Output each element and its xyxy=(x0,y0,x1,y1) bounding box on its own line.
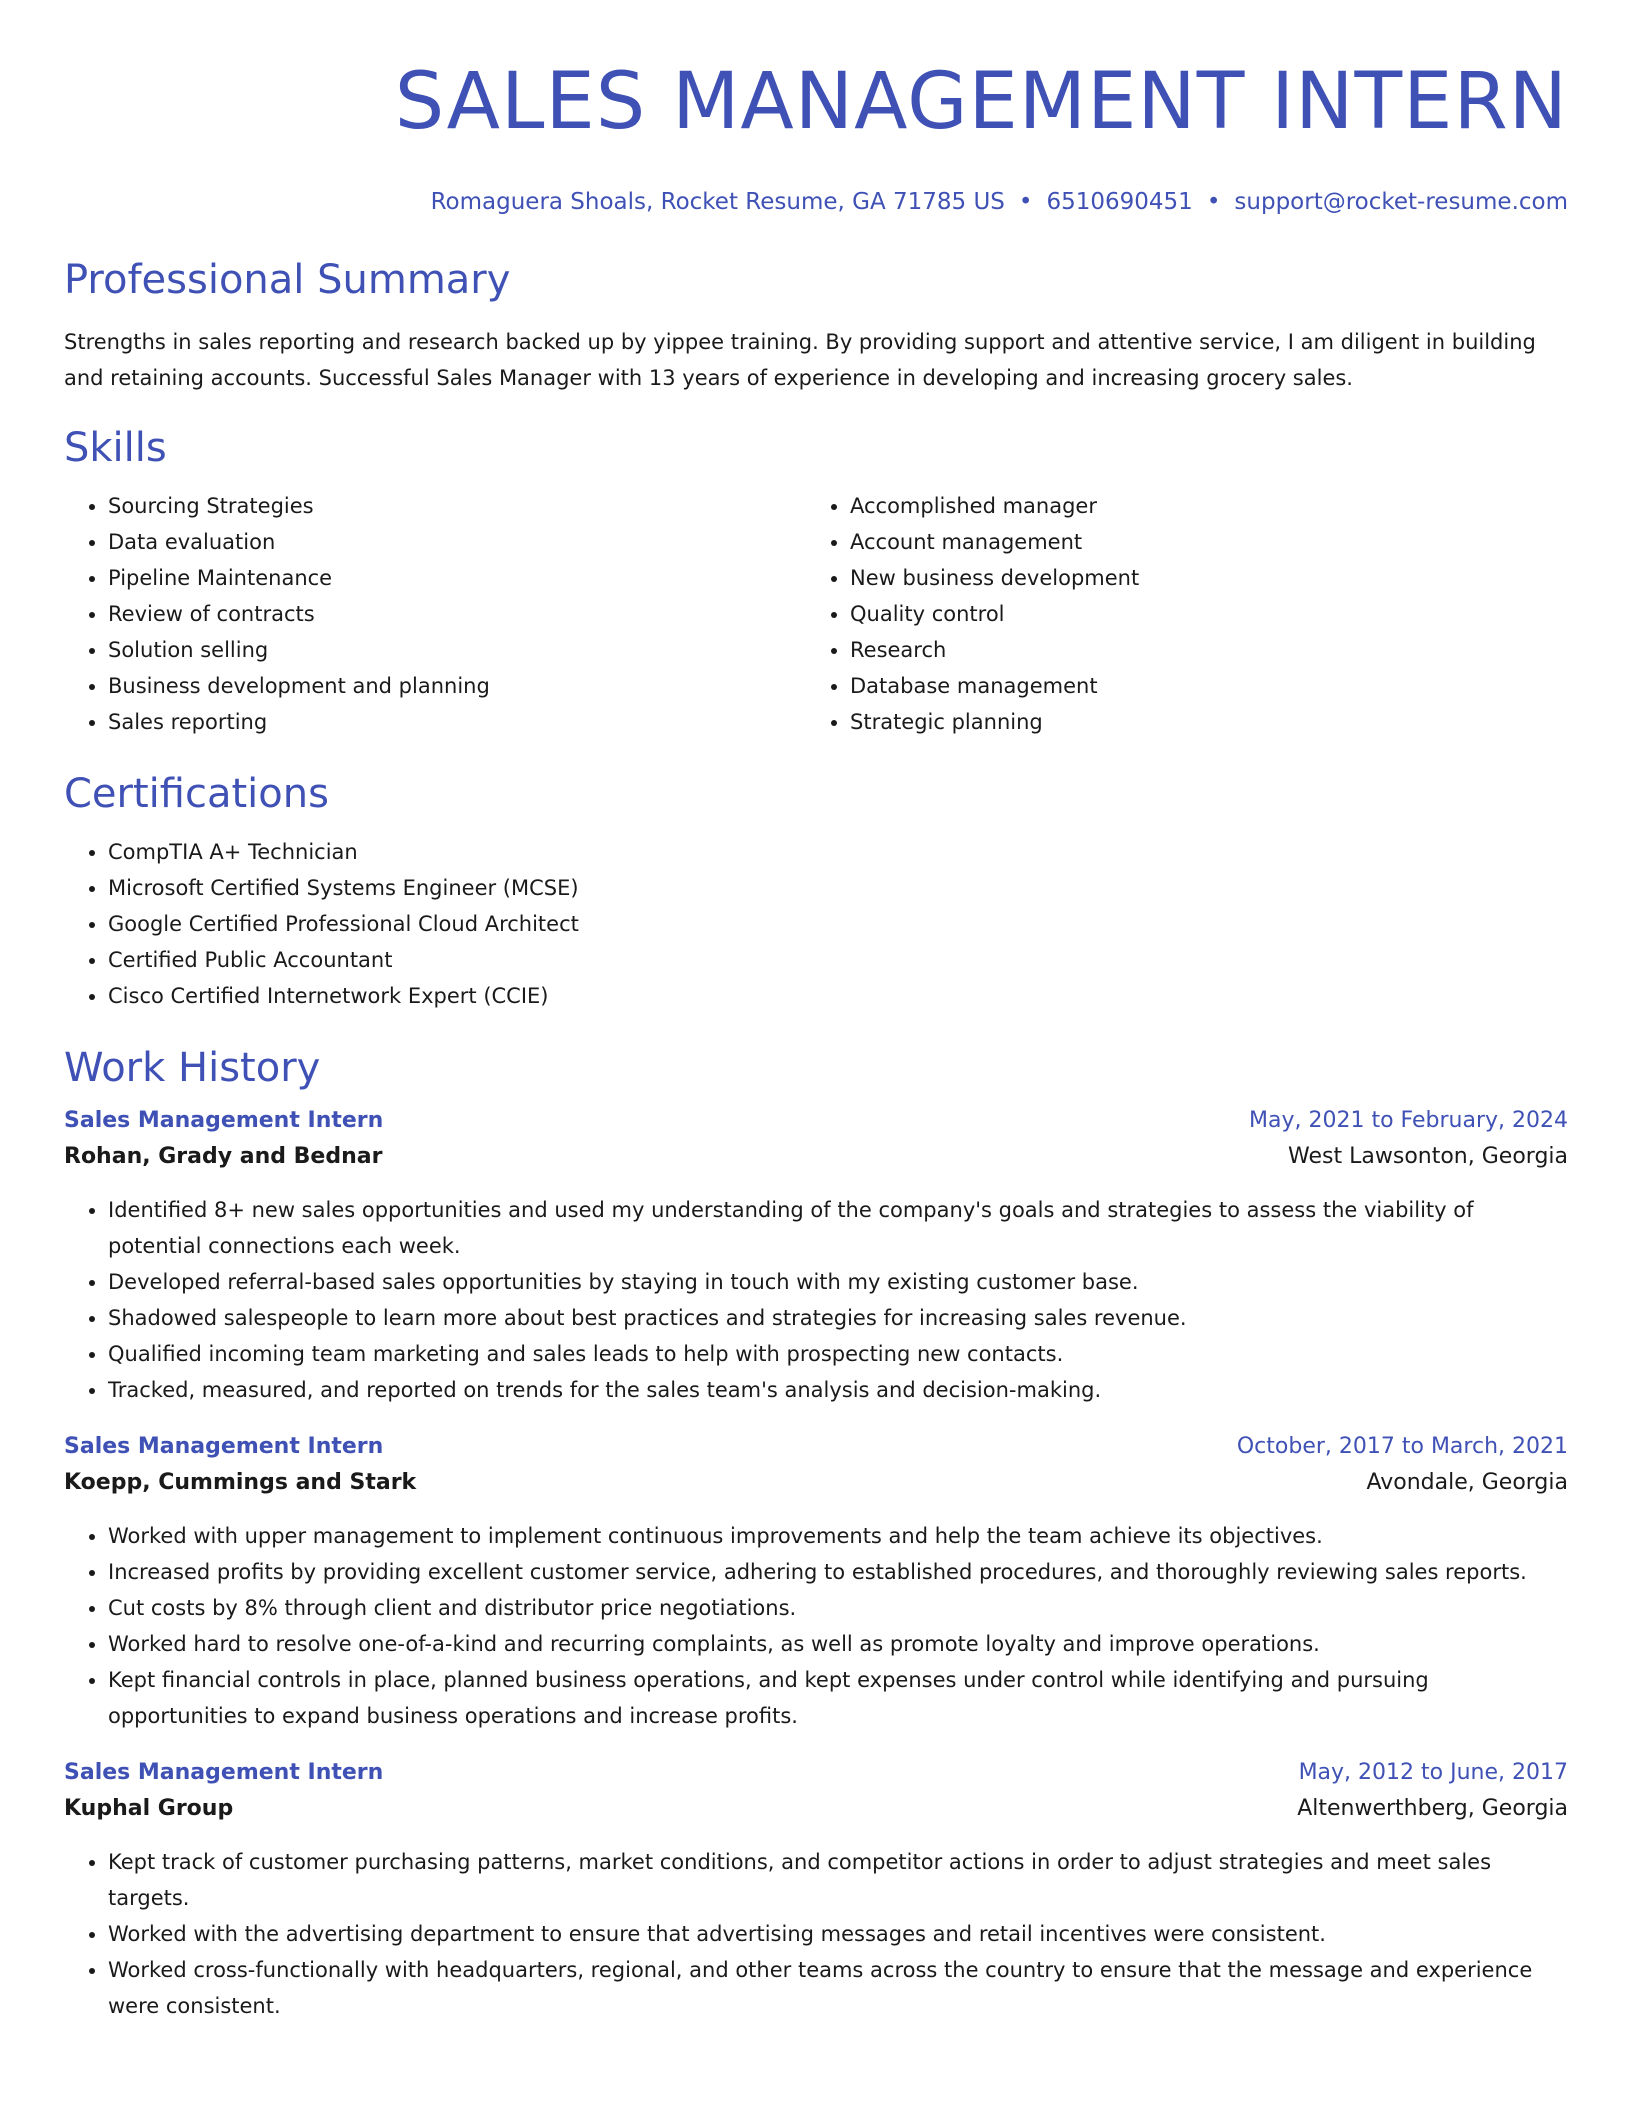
job-location: Avondale, Georgia xyxy=(1366,1470,1568,1495)
job-bullet: • Worked cross-functionally with headquarters, regional, and other teams across the country to ensure that the message and experience were consistent. xyxy=(108,1952,1568,2024)
summary-heading: Professional Summary xyxy=(64,257,511,303)
job-company: Kuphal Group xyxy=(64,1796,234,1821)
job-bullets xyxy=(64,1518,1568,1734)
skills-heading: Skills xyxy=(64,425,167,471)
summary-section xyxy=(64,256,1568,396)
certification-item: • CompTIA A+ Technician xyxy=(108,834,1568,870)
job-dates: May, 2021 to February, 2024 xyxy=(1249,1108,1568,1133)
job-title: Sales Management Intern xyxy=(64,1760,384,1785)
job-header-row xyxy=(64,1760,1568,1796)
job-location: Altenwerthberg, Georgia xyxy=(1297,1796,1568,1821)
resume-title: SALES MANAGEMENT INTERN xyxy=(394,57,1568,147)
skill-item: • Solution selling xyxy=(108,632,806,668)
job-bullet: • Identified 8+ new sales opportunities and used my understanding of the company's goals and strategies to assess the viability of potential connections each week. xyxy=(108,1192,1568,1264)
job-bullet: • Kept track of customer purchasing patterns, market conditions, and competitor actions in order to adjust strategies and meet sales targets. xyxy=(108,1844,1568,1916)
job-entry xyxy=(64,1760,1568,2024)
skills-column-right xyxy=(806,488,1548,740)
certification-item: • Cisco Certified Internetwork Expert (CCIE) xyxy=(108,978,1568,1014)
skill-item: • Data evaluation xyxy=(108,524,806,560)
job-entry xyxy=(64,1108,1568,1408)
certification-item: • Microsoft Certified Systems Engineer (MCSE) xyxy=(108,870,1568,906)
contact-phone: 6510690451 xyxy=(1046,189,1193,215)
job-bullet: • Qualified incoming team marketing and sales leads to help with prospecting new contacts. xyxy=(108,1336,1568,1372)
skill-item: • New business development xyxy=(850,560,1548,596)
certifications-list xyxy=(64,834,1568,1014)
contact-separator: • xyxy=(1018,189,1033,215)
skill-item: • Review of contracts xyxy=(108,596,806,632)
job-bullet: • Cut costs by 8% through client and distributor price negotiations. xyxy=(108,1590,1568,1626)
summary-text: Strengths in sales reporting and research backed up by yippee training. By providing support and attentive service, I am diligent in building and retaining accounts. Successful Sales Manager with 13 years of experience in developing and increasing grocery sales. xyxy=(64,330,1536,390)
skills-list-left xyxy=(64,488,806,740)
job-bullet: • Developed referral-based sales opportunities by staying in touch with my existing customer base. xyxy=(108,1264,1568,1300)
job-bullets xyxy=(64,1844,1568,2024)
job-company-row xyxy=(64,1144,1568,1184)
skill-item: • Database management xyxy=(850,668,1548,704)
skill-item: • Quality control xyxy=(850,596,1548,632)
skill-item: • Pipeline Maintenance xyxy=(108,560,806,596)
job-company: Rohan, Grady and Bednar xyxy=(64,1144,383,1169)
certification-item: • Certified Public Accountant xyxy=(108,942,1568,978)
job-bullet: • Shadowed salespeople to learn more about best practices and strategies for increasing sales revenue. xyxy=(108,1300,1568,1336)
skills-section xyxy=(64,424,1568,740)
job-header-row xyxy=(64,1434,1568,1470)
skill-item: • Research xyxy=(850,632,1548,668)
certification-item: • Google Certified Professional Cloud Architect xyxy=(108,906,1568,942)
job-company-row xyxy=(64,1796,1568,1836)
job-bullet: • Worked with the advertising department to ensure that advertising messages and retail incentives were consistent. xyxy=(108,1916,1568,1952)
skill-item: • Sales reporting xyxy=(108,704,806,740)
job-title: Sales Management Intern xyxy=(64,1108,384,1133)
contact-line xyxy=(64,188,1568,216)
skill-item: • Sourcing Strategies xyxy=(108,488,806,524)
contact-email[interactable]: support@rocket-resume.com xyxy=(1234,189,1568,215)
job-bullet: • Kept financial controls in place, planned business operations, and kept expenses under control while identifying and pursuing opportunities to expand business operations and increase profits. xyxy=(108,1662,1568,1734)
contact-separator: • xyxy=(1206,189,1221,215)
certifications-section xyxy=(64,770,1568,1014)
skills-column-left xyxy=(64,488,806,740)
job-company: Koepp, Cummings and Stark xyxy=(64,1470,417,1495)
job-bullets xyxy=(64,1192,1568,1408)
job-bullet: • Increased profits by providing excellent customer service, adhering to established procedures, and thoroughly reviewing sales reports. xyxy=(108,1554,1568,1590)
certifications-heading: Certifications xyxy=(64,771,329,817)
resume-page xyxy=(64,0,1568,2024)
job-dates: October, 2017 to March, 2021 xyxy=(1236,1434,1568,1459)
skill-item: • Accomplished manager xyxy=(850,488,1548,524)
skill-item: • Strategic planning xyxy=(850,704,1548,740)
job-entry xyxy=(64,1434,1568,1734)
skill-item: • Business development and planning xyxy=(108,668,806,704)
skills-list-right xyxy=(806,488,1548,740)
job-title: Sales Management Intern xyxy=(64,1434,384,1459)
job-dates: May, 2012 to June, 2017 xyxy=(1298,1760,1568,1785)
job-company-row xyxy=(64,1470,1568,1510)
work-history-heading: Work History xyxy=(64,1045,321,1091)
job-bullet: • Tracked, measured, and reported on trends for the sales team's analysis and decision-making. xyxy=(108,1372,1568,1408)
skills-grid xyxy=(64,488,1568,740)
job-bullet: • Worked with upper management to implement continuous improvements and help the team achieve its objectives. xyxy=(108,1518,1568,1554)
contact-address: Romaguera Shoals, Rocket Resume, GA 71785 US xyxy=(430,189,1005,215)
job-header-row xyxy=(64,1108,1568,1144)
job-bullet: • Worked hard to resolve one-of-a-kind and recurring complaints, as well as promote loyalty and improve operations. xyxy=(108,1626,1568,1662)
job-location: West Lawsonton, Georgia xyxy=(1288,1144,1568,1169)
skill-item: • Account management xyxy=(850,524,1548,560)
work-history-section xyxy=(64,1044,1568,2024)
